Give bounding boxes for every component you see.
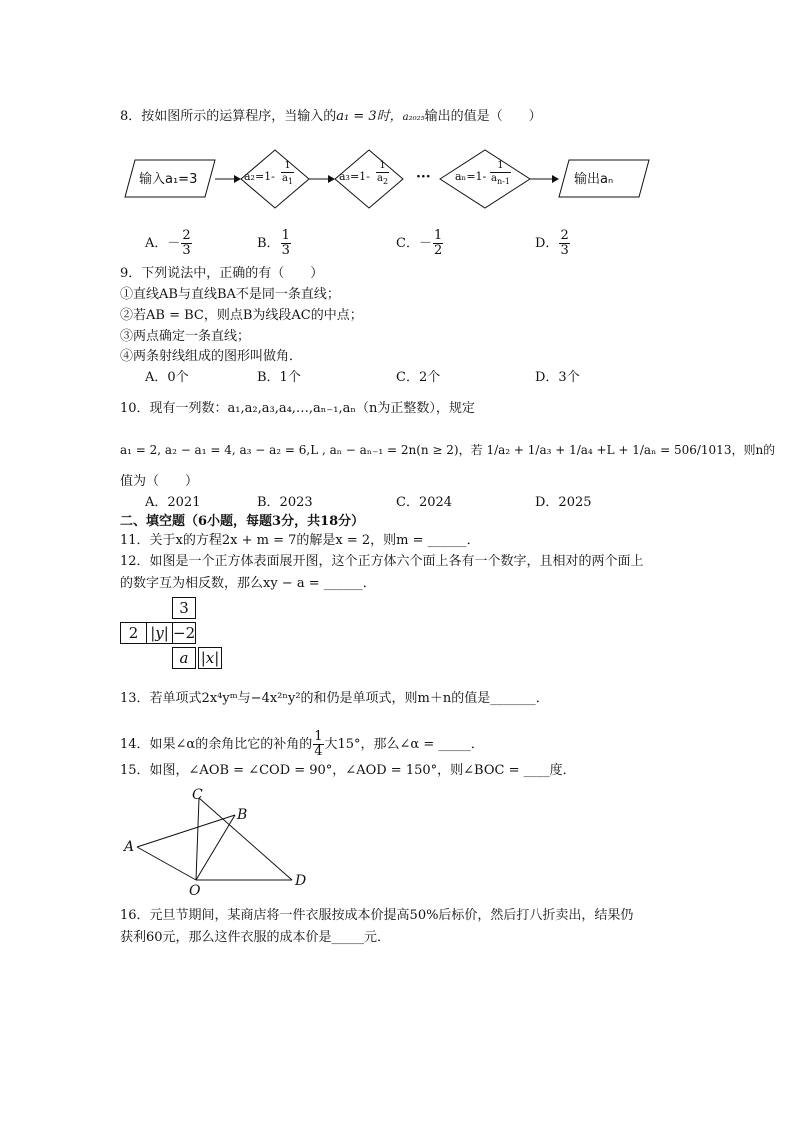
q8-option-c-den: 2 — [433, 243, 443, 258]
q8-flowchart — [0, 145, 794, 215]
q8-option-c — [396, 229, 444, 258]
q9-option-c: C．2个 — [396, 370, 441, 385]
flow-box2-text: a₃=1- — [339, 170, 370, 183]
q9-item-1: ①直线AB与直线BA不是同一条直线； — [120, 287, 340, 302]
label-c: C — [192, 787, 203, 803]
q8-stem-suffix: 输出的值是（ ） — [424, 109, 542, 124]
q10-option-d: D．2025 — [535, 495, 592, 510]
q13: 13．若单项式2x⁴yᵐ与−4x²ⁿy²的和仍是单项式，则m＋n的值是_______． — [120, 691, 549, 706]
q8-option-a-num: 2 — [182, 228, 191, 243]
label-b: B — [237, 807, 248, 823]
flow-arrowhead-3 — [552, 175, 559, 183]
q8-stem-a2025: a₂₀₂₅ — [402, 112, 425, 123]
q10-stem: 10．现有一列数：a₁,a₂,a₃,a₄,…,aₙ₋₁,aₙ（n为正整数），规定 — [120, 401, 475, 416]
q8-option-a-label: A．－ — [145, 236, 181, 251]
q16-line-1: 16．元旦节期间，某商店将一件衣服按成本价提高50%后标价，然后打八折卖出，结果仍 — [120, 908, 634, 923]
q14 — [120, 730, 484, 759]
q10-sum-text: 1/a₂ + 1/a₃ + 1/a₄ +L + 1/aₙ = 506/1013，则n的 — [486, 443, 776, 457]
flow-box1-text: a₂=1- — [244, 170, 275, 183]
q9-option-d: D．3个 — [535, 370, 580, 385]
cube-cell-left: 2 — [120, 622, 147, 644]
q16-line-2: 获利60元，那么这件衣服的成本价是_____元． — [120, 930, 391, 945]
q14-frac-num: 1 — [314, 729, 323, 744]
q12-line-2: 的数字互为相反数，那么xy − a = ______． — [120, 576, 376, 591]
q15-figure — [0, 780, 794, 900]
q8-option-c-label: C．－ — [396, 236, 432, 251]
flow-output-label: 输出aₙ — [574, 172, 614, 187]
segment-oc — [196, 798, 199, 880]
cube-cell-abs-y: |y| — [146, 622, 173, 644]
q10-option-a: A．2021 — [145, 495, 201, 510]
flow-arrowhead-1 — [234, 175, 241, 183]
q8-option-d — [535, 229, 571, 258]
q8-stem — [120, 108, 542, 127]
q8-option-b-num: 1 — [281, 228, 290, 243]
q10-option-b: B．2023 — [257, 495, 313, 510]
q9-stem: 9．下列说法中，正确的有（ ） — [120, 266, 324, 281]
q15-stem: 15．如图，∠AOB = ∠COD = 90°，∠AOD = 150°，则∠BOC = ____度． — [120, 763, 576, 778]
q14-prefix: 14．如果∠α的余角比它的补角的 — [120, 737, 313, 752]
section-2-heading: 二、填空题（6小题，每题3分，共18分） — [120, 514, 365, 529]
cube-cell-minus-two: −2 — [173, 624, 196, 642]
segment-ab — [137, 815, 235, 847]
q14-frac-den: 4 — [314, 744, 323, 759]
flow-box1-label — [244, 168, 275, 186]
q8-option-d-den: 3 — [560, 243, 569, 258]
q11: 11．关于x的方程2x + m = 7的解是x = 2，则m = ______． — [120, 533, 480, 548]
flow-box3-frac: 1 $a_{n-1}$ — [491, 160, 510, 186]
flow-box2-label — [339, 168, 370, 186]
cube-cell-top: 3 — [172, 597, 196, 619]
q9-item-2: ②若AB = BC，则点B为线段AC的中点； — [120, 308, 363, 323]
flow-input-label: 输入a₁=3 — [139, 172, 198, 187]
q8-option-a-den: 3 — [182, 243, 191, 258]
q10-tail: 值为（ ） — [120, 474, 199, 489]
q8-option-b-den: 3 — [281, 243, 290, 258]
q9-item-4: ④两条射线组成的图形叫做角． — [120, 349, 303, 364]
cube-cell-abs-x: |x| — [198, 647, 222, 669]
q10-option-c: C．2024 — [396, 495, 453, 510]
q8-option-b — [257, 229, 292, 258]
q8-stem-prefix: 8．按如图所示的运算程序，当输入的 — [120, 109, 337, 124]
q12-line-1: 12．如图是一个正方体表面展开图，这个正方体六个面上各有一个数字，且相对的两个面上 — [120, 554, 644, 569]
label-a: A — [124, 839, 135, 855]
q8-option-d-label: D． — [535, 236, 559, 251]
flow-box1-frac: 1 $a_1$ — [282, 160, 294, 186]
flow-box2-frac: 1 $a_2$ — [377, 160, 389, 186]
q8-option-d-num: 2 — [560, 228, 569, 243]
q10-rule-text: a₁ = 2, a₂ − a₁ = 4, a₃ − a₂ = 6,L , aₙ − aₙ₋₁ = 2n(n ≥ 2)，若 — [120, 443, 483, 457]
q8-option-a — [145, 229, 193, 258]
flow-box3-text: aₙ=1- — [455, 170, 487, 183]
q9-option-b: B．1个 — [257, 370, 301, 385]
label-o: O — [189, 883, 201, 899]
flow-dots: ··· — [416, 169, 431, 185]
q8-stem-a1: a₁ = 3时， — [336, 109, 403, 124]
q8-option-b-label: B． — [257, 236, 280, 251]
label-d: D — [295, 873, 307, 889]
segment-oa — [137, 847, 196, 880]
q9-item-3: ③两点确定一条直线； — [120, 329, 251, 344]
cube-cell-a: a — [172, 647, 196, 669]
q10-rule — [120, 441, 775, 459]
flow-arrowhead-2 — [328, 175, 335, 183]
q8-option-c-num: 1 — [433, 228, 443, 243]
flow-box3-label — [455, 168, 486, 186]
q9-option-a: A．0个 — [145, 370, 189, 385]
q14-suffix: 大15°，那么∠α = _____． — [324, 737, 484, 752]
